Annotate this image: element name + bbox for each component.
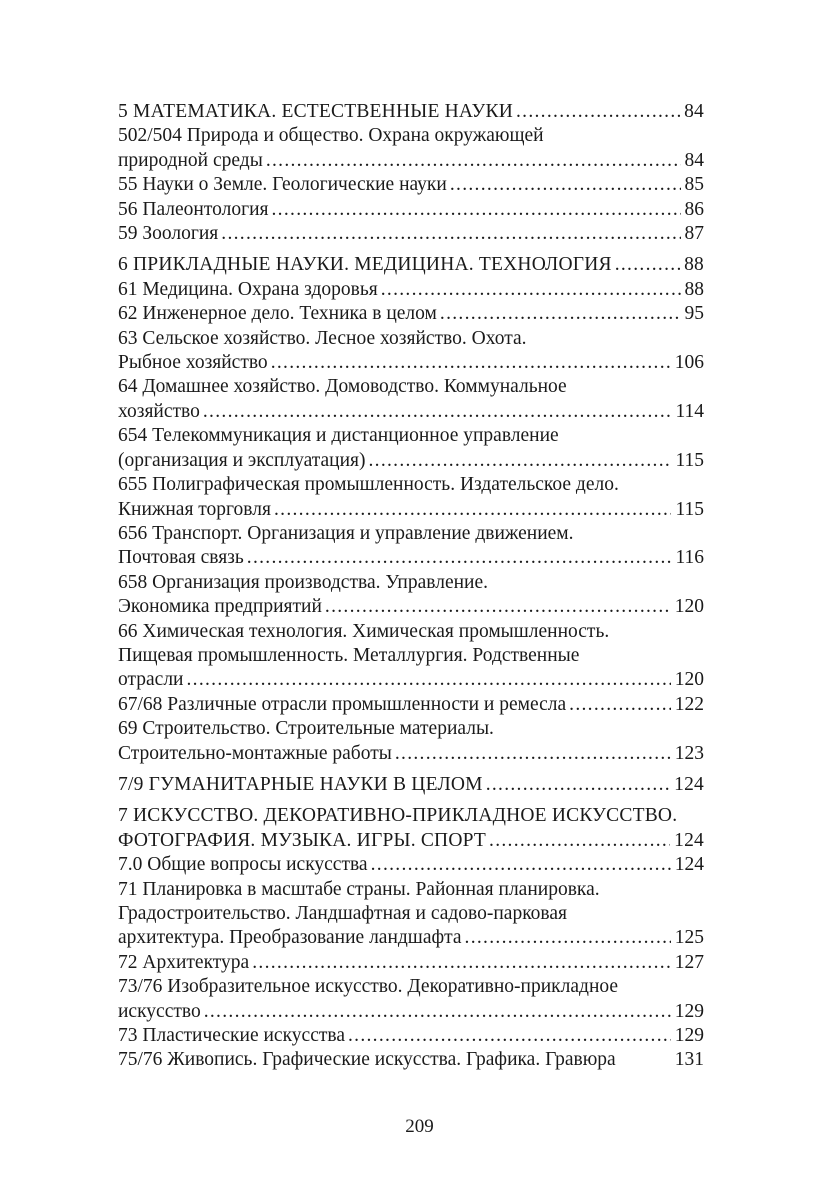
toc-leader-dots	[186, 668, 670, 692]
toc-page-number: 84	[684, 149, 704, 171]
toc-page-number: 86	[684, 198, 704, 220]
toc-entry-text: Градостроительство. Ландшафтная и садово-парковая	[118, 903, 568, 924]
toc-entry-text: 7.0 Общие вопросы искусства	[118, 854, 368, 876]
toc-leader-dots	[247, 546, 672, 570]
toc-leader-dots	[221, 222, 680, 246]
toc-leader-dots	[381, 278, 681, 302]
toc-entry	[118, 424, 704, 473]
toc-leader-dots	[465, 926, 671, 950]
toc-entry	[118, 951, 704, 975]
toc-leader-dots	[440, 302, 681, 326]
toc-entry-text: 7 ИСКУССТВО. ДЕКОРАТИВНО-ПРИКЛАДНОЕ ИСКУССТВО.	[118, 805, 678, 827]
toc-entry-text: 656 Транспорт. Организация и управление движением.	[118, 522, 574, 544]
toc-page-number: 116	[675, 547, 704, 569]
toc-leader-dots	[450, 173, 681, 197]
toc-entry	[118, 522, 704, 571]
toc-page-number: 120	[674, 596, 704, 618]
toc-entry	[118, 975, 704, 1024]
toc-entry-text: природной среды	[118, 149, 263, 171]
toc-page-number: 125	[674, 927, 704, 949]
toc-entry	[118, 327, 704, 376]
toc-leader-dots	[272, 198, 681, 222]
toc-page-number: 84	[684, 101, 704, 122]
toc-leader-dots	[368, 449, 671, 473]
toc-section-heading	[118, 773, 704, 797]
toc-page-number: 87	[684, 223, 704, 245]
toc-leader-dots	[486, 773, 670, 797]
toc-entry-text: 55 Науки о Земле. Геологические науки	[118, 174, 447, 196]
toc-entry-text: отрасли	[118, 669, 184, 691]
toc-entry-text: Рыбное хозяйство	[118, 352, 268, 374]
toc-entry	[118, 124, 704, 173]
page-number: 209	[405, 1116, 434, 1137]
toc-leader-dots	[371, 853, 671, 877]
toc-entry	[118, 693, 704, 717]
toc-leader-dots	[395, 742, 671, 766]
toc-page-number: 120	[674, 669, 704, 691]
toc-page-number: 115	[675, 498, 704, 520]
toc-entry	[118, 571, 704, 620]
toc-section-heading	[118, 804, 704, 853]
toc-entry-text: 5 МАТЕМАТИКА. ЕСТЕСТВЕННЫЕ НАУКИ	[118, 101, 513, 122]
toc-page-number: 88	[684, 278, 704, 300]
toc-entry-text: 64 Домашнее хозяйство. Домоводство. Коммунальное	[118, 376, 567, 398]
table-of-contents	[118, 100, 704, 1073]
toc-entry-text: 66 Химическая технология. Химическая промышленность.	[118, 620, 610, 642]
toc-entry	[118, 473, 704, 522]
toc-leader-dots	[203, 400, 672, 424]
toc-entry-text: 56 Палеонтология	[118, 198, 269, 220]
toc-entry-text: 654 Телекоммуникация и дистанционное управление	[118, 425, 559, 447]
toc-leader-dots	[274, 498, 672, 522]
toc-entry-text: Строительно-монтажные работы	[118, 742, 392, 764]
toc-page-number: 124	[674, 854, 704, 876]
toc-entry-text: (организация и эксплуатация)	[118, 449, 366, 471]
toc-entry	[118, 620, 704, 693]
toc-page-number: 123	[674, 742, 704, 764]
toc-entry-text: 67/68 Различные отрасли промышленности и ремесла	[118, 693, 567, 715]
toc-entry-text: архитектура. Преобразование ландшафта	[118, 927, 462, 949]
toc-entry	[118, 302, 704, 326]
toc-entry	[118, 717, 704, 766]
toc-entry-text: Книжная торговля	[118, 498, 271, 520]
toc-leader-dots	[325, 595, 671, 619]
toc-entry	[118, 375, 704, 424]
toc-leader-dots	[615, 253, 680, 277]
toc-leader-dots	[516, 100, 680, 124]
toc-page-number: 95	[684, 303, 704, 325]
toc-entry-text: Почтовая связь	[118, 547, 244, 569]
toc-entry-text: 73 Пластические искусства	[118, 1025, 345, 1047]
toc-entry-text: искусство	[118, 1000, 201, 1022]
toc-entry-text: Пищевая промышленность. Металлургия. Родственные	[118, 644, 580, 666]
toc-section-heading	[118, 100, 704, 124]
toc-page-number: 127	[674, 951, 704, 973]
toc-leader-dots	[204, 1000, 671, 1024]
toc-entry-text: ФОТОГРАФИЯ. МУЗЫКА. ИГРЫ. СПОРТ	[118, 829, 487, 851]
toc-entry-text: 61 Медицина. Охрана здоровья	[118, 278, 378, 300]
toc-entry-text: 59 Зоология	[118, 223, 219, 245]
toc-entry-text: 63 Сельское хозяйство. Лесное хозяйство. Охота.	[118, 327, 527, 349]
toc-page-number: 124	[674, 773, 704, 795]
toc-entry-text: 69 Строительство. Строительные материалы.	[118, 718, 494, 740]
toc-leader-dots	[252, 951, 671, 975]
toc-entry-text: 658 Организация производства. Управление.	[118, 571, 489, 593]
toc-entry	[118, 853, 704, 877]
toc-entry-text: 72 Архитектура	[118, 951, 250, 973]
toc-leader-dots	[271, 351, 671, 375]
toc-section-heading	[118, 253, 704, 277]
toc-entry-text: 7/9 ГУМАНИТАРНЫЕ НАУКИ В ЦЕЛОМ	[118, 773, 483, 795]
toc-entry	[118, 1024, 704, 1048]
toc-entry-text: Экономика предприятий	[118, 596, 322, 618]
toc-entry	[118, 1048, 704, 1072]
toc-page-number: 122	[674, 693, 704, 715]
toc-leader-dots	[266, 149, 681, 173]
toc-entry-text: 62 Инженерное дело. Техника в целом	[118, 303, 437, 325]
toc-entry-text: 73/76 Изобразительное искусство. Декоративно-прикладное	[118, 976, 619, 998]
toc-entry	[118, 222, 704, 246]
toc-entry-text: 6 ПРИКЛАДНЫЕ НАУКИ. МЕДИЦИНА. ТЕХНОЛОГИЯ	[118, 254, 612, 276]
toc-entry	[118, 278, 704, 302]
toc-page-number: 124	[674, 829, 704, 851]
toc-entry	[118, 878, 704, 951]
toc-entry-text: 502/504 Природа и общество. Охрана окружающей	[118, 125, 544, 147]
toc-entry-text: 71 Планировка в масштабе страны. Районная планировка.	[118, 878, 600, 900]
toc-entry-text: хозяйство	[118, 400, 200, 422]
toc-entry	[118, 198, 704, 222]
toc-page-number: 131	[674, 1049, 704, 1071]
toc-leader-dots	[569, 693, 671, 717]
toc-page-number: 114	[675, 400, 704, 422]
toc-entry-text: 75/76 Живопись. Графические искусства. Графика. Гравюра	[118, 1049, 616, 1071]
toc-page-number: 129	[674, 1025, 704, 1047]
toc-leader-dots	[348, 1024, 671, 1048]
toc-page-number: 129	[674, 1000, 704, 1022]
toc-page-number: 88	[684, 254, 704, 276]
toc-entry	[118, 173, 704, 197]
toc-page-number: 85	[684, 174, 704, 196]
toc-page-number: 115	[675, 449, 704, 471]
toc-leader-dots	[489, 829, 670, 853]
toc-entry-text: 655 Полиграфическая промышленность. Издательское дело.	[118, 474, 619, 496]
toc-page-number: 106	[674, 352, 704, 374]
